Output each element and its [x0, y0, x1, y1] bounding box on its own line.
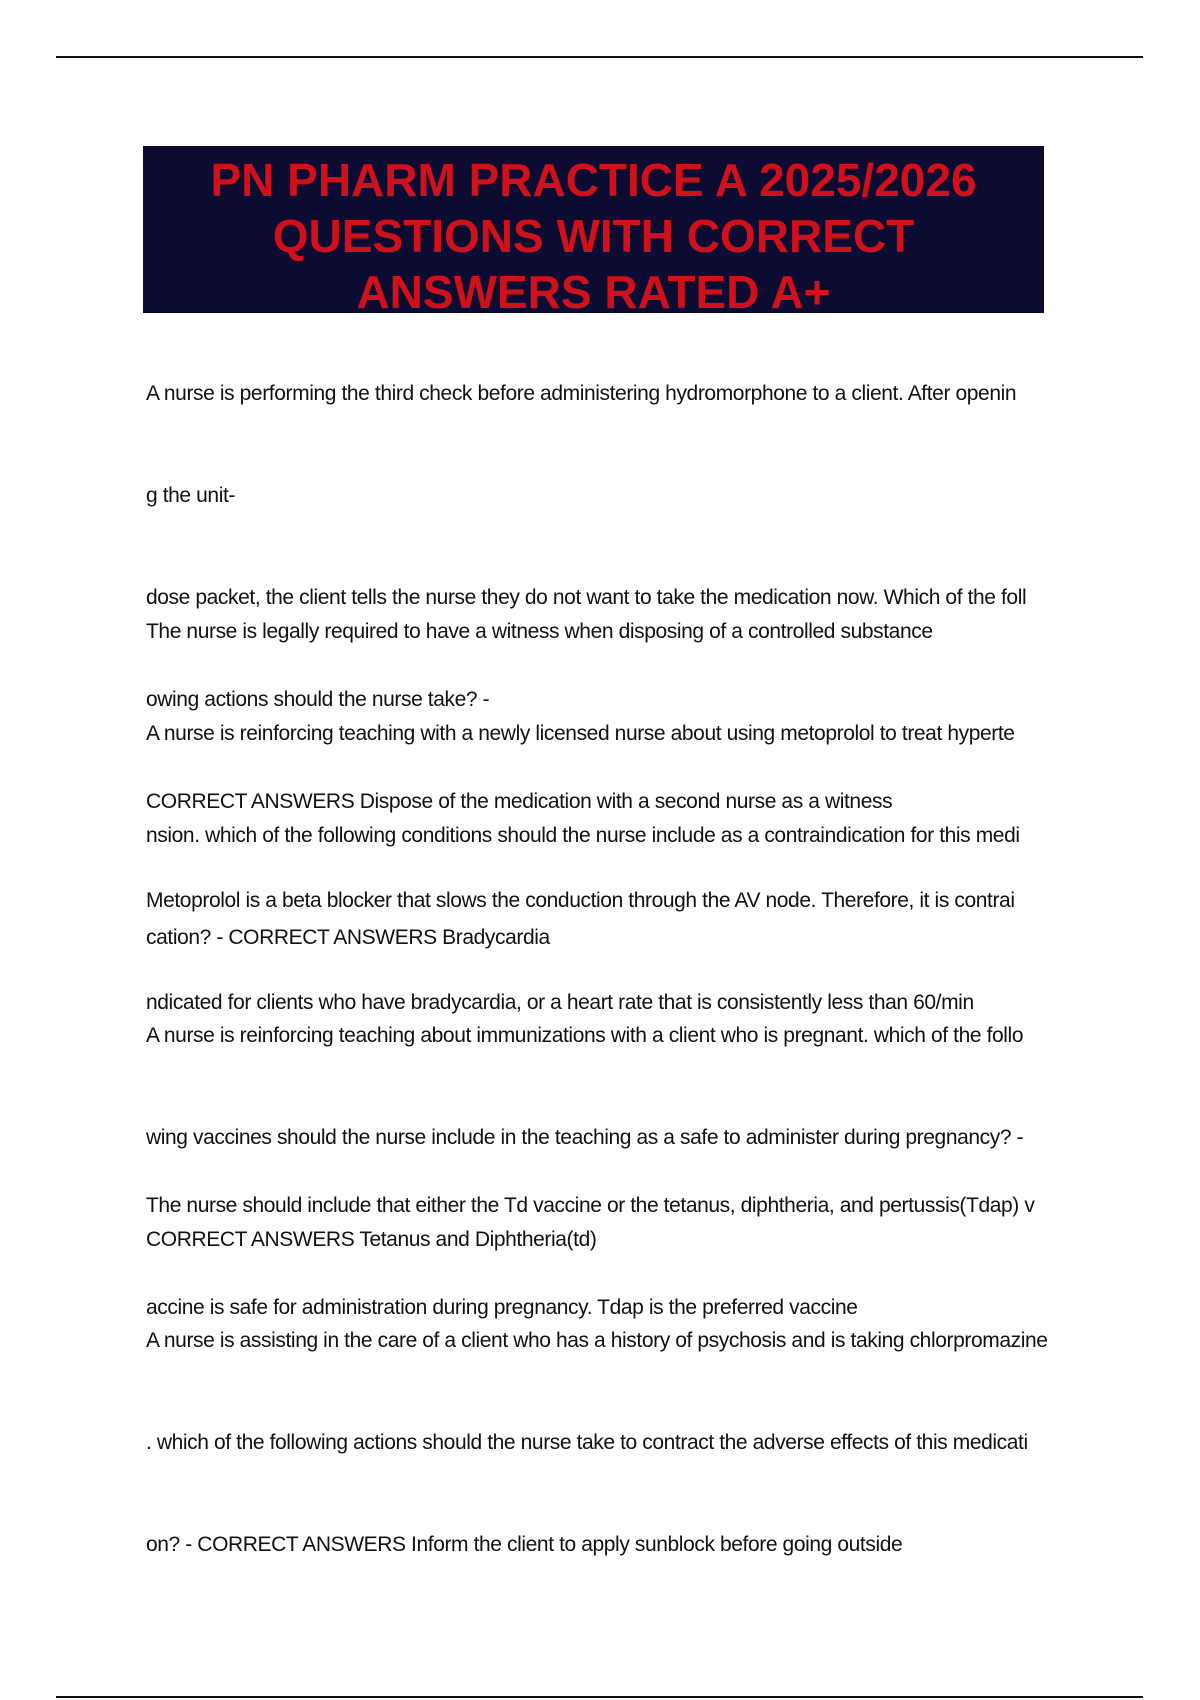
title-banner	[143, 146, 1044, 318]
text-line: dose packet, the client tells the nurse they do not want to take the medication now. Which of the foll	[146, 586, 1027, 609]
text-line: owing actions should the nurse take? -	[146, 688, 490, 711]
text-line: A nurse is reinforcing teaching about immunizations with a client who is pregnant. which of the follo	[146, 1024, 1024, 1047]
text-line: The nurse is legally required to have a witness when disposing of a controlled substance	[146, 620, 933, 643]
text-line: A nurse is reinforcing teaching with a newly licensed nurse about using metoprolol to treat hyperte	[146, 722, 1015, 745]
text-line: CORRECT ANSWERS Dispose of the medication with a second nurse as a witness	[146, 790, 893, 813]
document-title: PN PHARM PRACTICE A 2025/2026 QUESTIONS WITH CORRECT ANSWERS RATED A+	[210, 154, 977, 318]
text-line: Metoprolol is a beta blocker that slows the conduction through the AV node. Therefore, it is contrai	[146, 889, 1015, 912]
text-line: CORRECT ANSWERS Tetanus and Diphtheria(td)	[146, 1228, 597, 1251]
text-line: wing vaccines should the nurse include in the teaching as a safe to administer during pregnancy? -	[146, 1126, 1024, 1149]
text-line: A nurse is assisting in the care of a client who has a history of psychosis and is taking chlorpromazine	[146, 1329, 1048, 1352]
text-line: nsion. which of the following conditions should the nurse include as a contraindication for this medi	[146, 824, 1020, 847]
text-line: A nurse is performing the third check before administering hydromorphone to a client. After openin	[146, 382, 1017, 405]
text-line: cation? - CORRECT ANSWERS Bradycardia	[146, 926, 550, 949]
footer-rule	[56, 1696, 1143, 1698]
question-4	[146, 1256, 1048, 1630]
text-line: accine is safe for administration during pregnancy. Tdap is the preferred vaccine	[146, 1296, 858, 1319]
text-line: ndicated for clients who have bradycardia, or a heart rate that is consistently less than 60/min	[146, 991, 974, 1014]
header-rule	[56, 56, 1143, 58]
text-line: on? - CORRECT ANSWERS Inform the client to apply sunblock before going outside	[146, 1533, 903, 1556]
text-line: The nurse should include that either the Td vaccine or the tetanus, diphtheria, and pertussis(Tdap) v	[146, 1194, 1035, 1217]
text-line: . which of the following actions should the nurse take to contract the adverse effects of this medicati	[146, 1431, 1028, 1454]
text-line: g the unit-	[146, 484, 235, 507]
